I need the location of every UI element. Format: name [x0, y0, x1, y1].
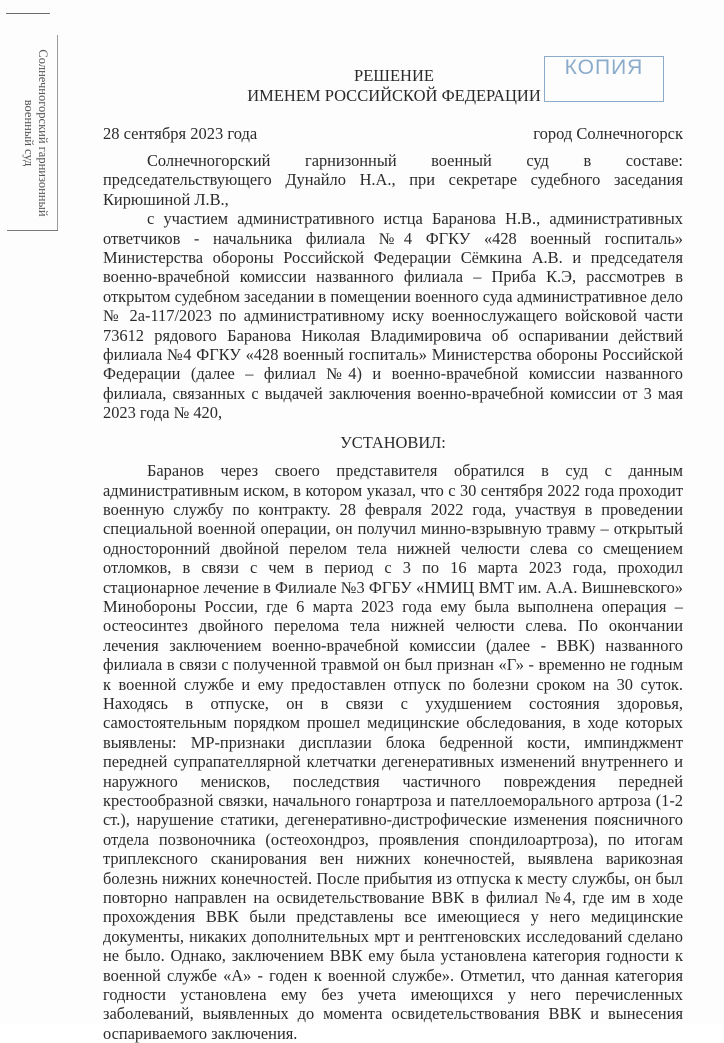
document-subtitle: ИМЕНЕМ РОССИЙСКОЙ ФЕДЕРАЦИИ [247, 86, 541, 105]
intro-paragraph: с участием административного истца Баранова Н.В., административных ответчиков - начальника филиала №4 ФГКУ «428 военный госпиталь» Министерства обороны Российской Федерации Сёмкина А.В. и председателя военно-врачебной комиссии названного филиала – Приба К.Э, рассмотрев в открытом судебном заседании в помещении военного суда административное дело № 2а-117/2023 по административному иску военнослужащего войсковой части 73612 рядового Баранова Николая Владимировича об оспаривании действий филиала №4 ФГКУ «428 военный госпиталь» Министерства обороны Российской Федерации (далее – филиал №4) и военно-врачебной комиссии названного филиала, связанных с выдачей заключения военно-врачебной комиссии от 3 мая 2023 года № 420, [103, 209, 683, 423]
decision-city: город Солнечногорск [533, 124, 683, 143]
section-heading: УСТАНОВИЛ: [340, 432, 446, 452]
stamp-top-border [6, 13, 50, 14]
side-stamp-line-2: военный суд [22, 99, 36, 167]
decision-date: 28 сентября 2023 года [103, 124, 258, 143]
intro-paragraph: Солнечногорский гарнизонный военный суд в составе: председательствующего Дунайло Н.А., при секретаре судебного заседания Кирюшиной Л.В., [103, 151, 683, 209]
side-stamp-line-1: Солнечногорский гарнизонный [36, 49, 50, 217]
copy-stamp: КОПИЯ [544, 56, 664, 102]
stamp-bottom-border [7, 230, 58, 231]
section-paragraph: Баранов через своего представителя обратился в суд с данным административным иском, в котором указал, что с 30 сентября 2022 года проходит военную службу по контракту. 28 февраля 2022 года, участвуя в проведении специальной военной операции, он получил минно-взрывную травму – открытый односторонний двойной перелом тела нижней челюсти слева со смещением отломков, в связи с чем в период с 3 по 16 марта 2023 года, проходил стационарное лечение в Филиале №3 ФГБУ «НМИЦ ВМТ им. А.А. Вишневского» Минобороны России, где 6 марта 2023 года ему была выполнена операция – остеосинтез двойного перелома тела нижней челюсти слева. По окончании лечения заключением военно-врачебной комиссии (далее - ВВК) названного филиала в связи с полученной травмой он был признан «Г» - временно не годным к военной службе и ему предоставлен отпуск по болезни сроком на 30 суток. Находясь в отпуске, он в связи с ухудшением состояния здоровья, самостоятельным порядком прошел медицинские обследования, в ходе которых выявлены: МР-признаки дисплазии блока бедренной кости, импинджмент передней супрапателлярной клетчатки дегенеративных изменений внутреннего и наружного менисков, последствия частичного повреждения передней крестообразной связки, начального гонартроза и пателлоеморального артроза (1-2 ст.), нарушение статики, дегенеративно-дистрофические изменения поясничного отдела позвоночника (остеохондроз, проявления спондилоартроза), по итогам триплексного сканирования вен нижних конечностей, выявлена варикозная болезнь нижних конечностей. После прибытия из отпуска к месту службы, он был повторно направлен на освидетельствование ВВК в филиал №4, где им в ходе прохождения ВВК были представлены все имеющиеся у него медицинские документы, никаких дополнительных мрт и рентгеновских исследований сделано не было. Однако, заключением ВВК ему была установлена категория годности к военной службе «А» - годен к военной службе». Отметил, что данная категория годности установлена ему без учета имеющихся у него перечисленных заболеваний, выявленных до момента освидетельствования ВВК и вынесения оспариваемого заключения. [103, 461, 683, 1043]
document-body [103, 151, 683, 1043]
stamp-right-border [57, 35, 58, 231]
court-side-stamp [0, 0, 70, 240]
document-title: РЕШЕНИЕ [354, 66, 434, 85]
